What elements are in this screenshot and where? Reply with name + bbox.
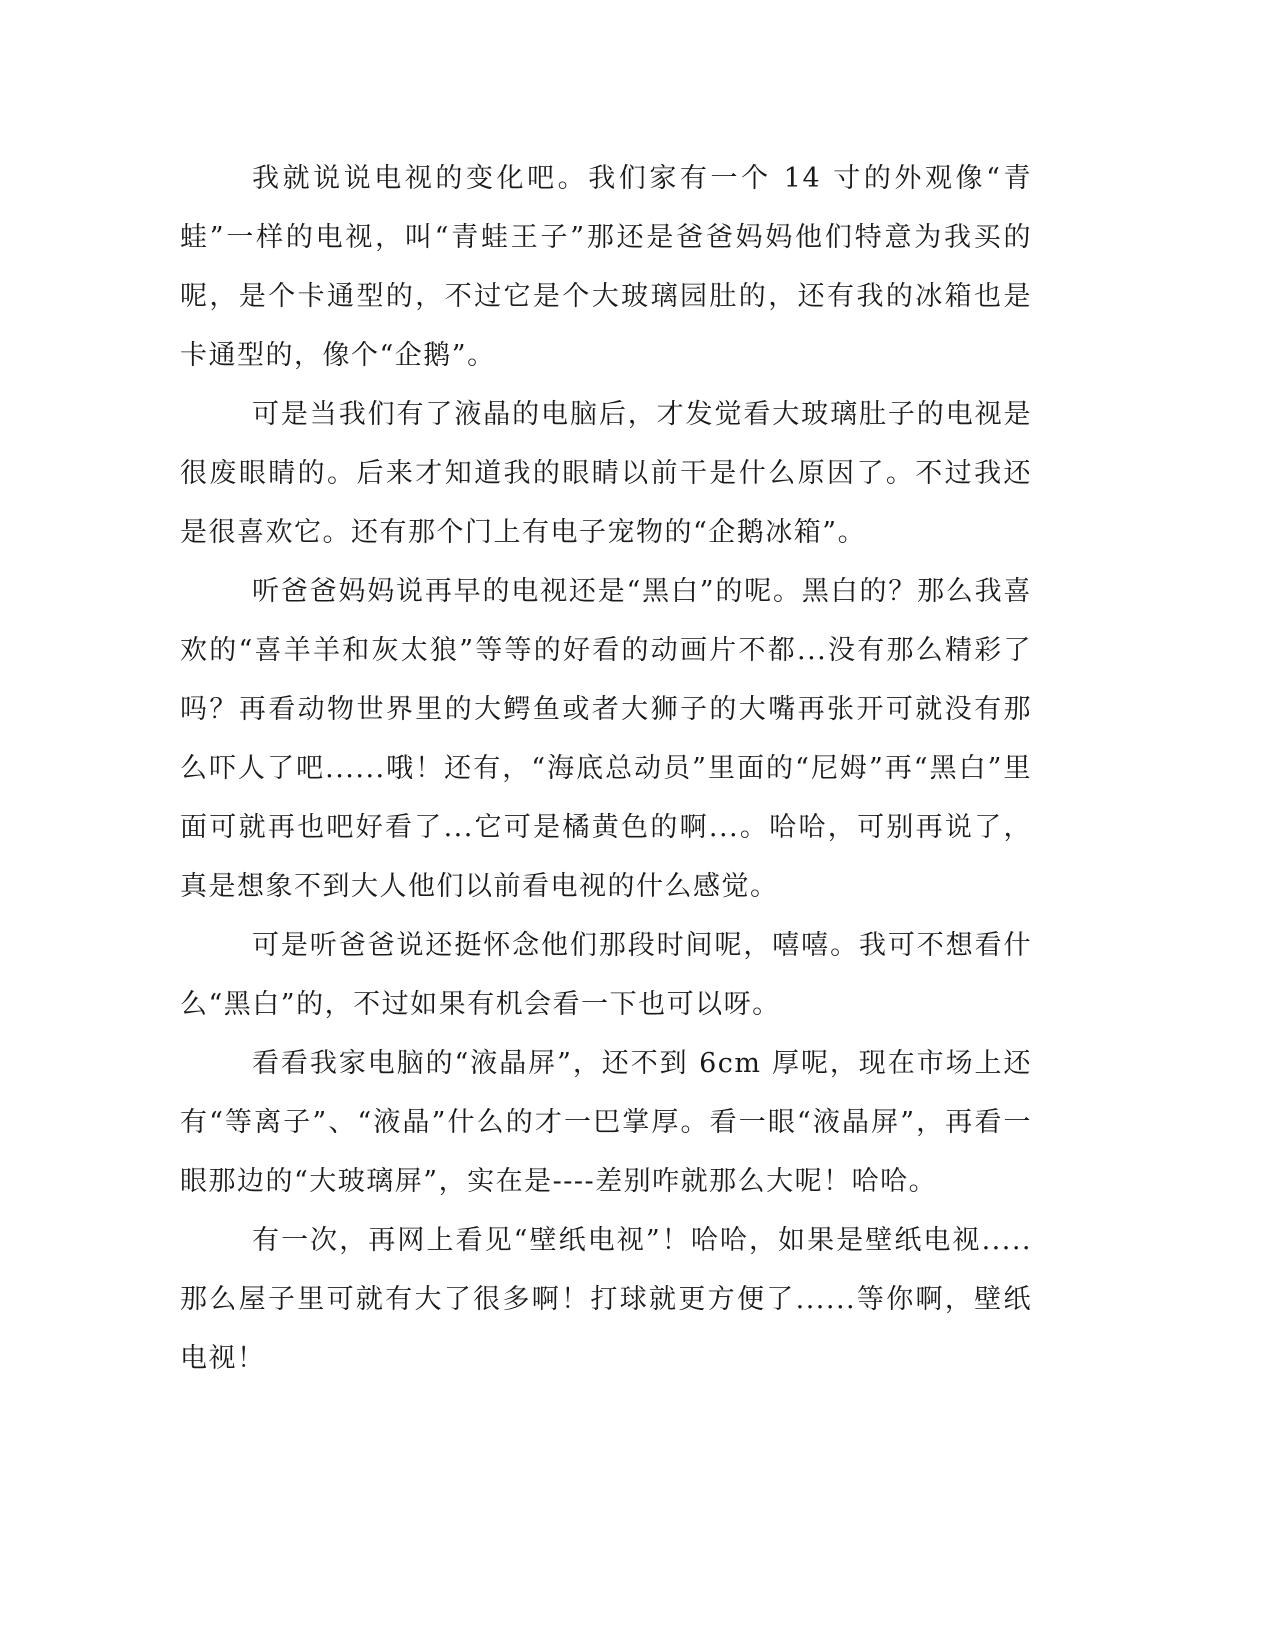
paragraph-lcd-screen: 看看我家电脑的“液晶屏”，还不到 6cm 厚呢，现在市场上还有“等离子”、“液晶”什么的才一巴掌厚。看一眼“液晶屏”，再看一眼那边的“大玻璃屏”，实在是----差别咋就那么大呢！哈哈。 <box>180 1048 1032 1197</box>
paragraph-dad-nostalgia: 可是听爸爸说还挺怀念他们那段时间呢，嘻嘻。我可不想看什么“黑白”的，不过如果有机会看一下也可以呀。 <box>180 930 1032 1020</box>
document-body <box>180 149 1032 1388</box>
paragraph-black-white-tv: 听爸爸妈妈说再早的电视还是“黑白”的呢。黑白的？那么我喜欢的“喜羊羊和灰太狼”等等的好看的动画片不都...没有那么精彩了吗？再看动物世界里的大鳄鱼或者大狮子的大嘴再张开可就没有那么吓人了吧......哦！还有，“海底总动员”里面的“尼姆”再“黑白”里面可就再也吧好看了...它可是橘黄色的啊...。哈哈，可别再说了，真是想象不到大人他们以前看电视的什么感觉。 <box>180 576 1032 902</box>
paragraph-tv-frog-prince: 我就说说电视的变化吧。我们家有一个 14 寸的外观像“青蛙”一样的电视，叫“青蛙王子”那还是爸爸妈妈他们特意为我买的呢，是个卡通型的，不过它是个大玻璃园肚的，还有我的冰箱也是卡通型的，像个“企鹅”。 <box>180 163 1032 371</box>
paragraph-wallpaper-tv: 有一次，再网上看见“壁纸电视”！哈哈，如果是壁纸电视.....那么屋子里可就有大了很多啊！打球就更方便了......等你啊，壁纸电视！ <box>180 1225 1032 1374</box>
paragraph-lcd-computer: 可是当我们有了液晶的电脑后，才发觉看大玻璃肚子的电视是很废眼睛的。后来才知道我的眼睛以前干是什么原因了。不过我还是很喜欢它。还有那个门上有电子宠物的“企鹅冰箱”。 <box>180 399 1032 548</box>
